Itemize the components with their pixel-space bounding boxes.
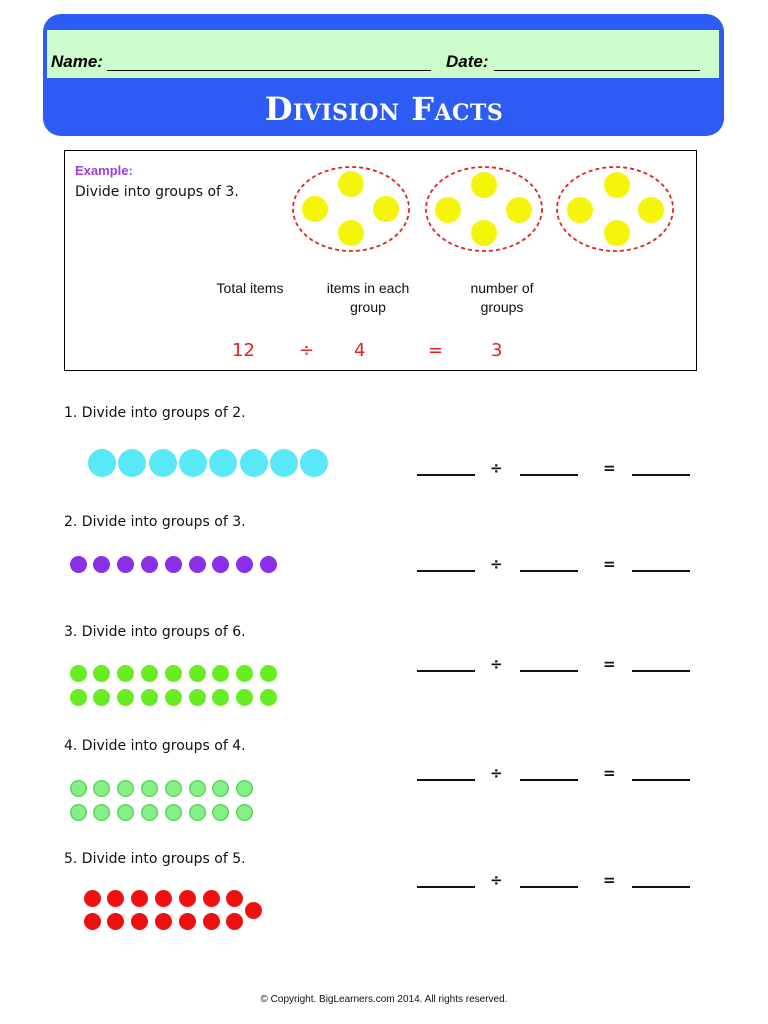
example-dot xyxy=(471,172,497,198)
divide-sign: ÷ xyxy=(490,655,503,673)
example-group-1 xyxy=(293,167,409,251)
counting-dot xyxy=(226,913,243,930)
question-2-text: 2. Divide into groups of 3. xyxy=(64,514,246,530)
counting-dot xyxy=(300,449,328,477)
counting-dot xyxy=(270,449,298,477)
counting-dot xyxy=(165,689,182,706)
copyright-footer: © Copyright. BigLearners.com 2014. All rights reserved. xyxy=(260,994,508,1005)
answer-blank-total[interactable] xyxy=(417,886,475,888)
divide-sign: ÷ xyxy=(490,459,503,477)
counting-dot xyxy=(179,890,196,907)
divide-sign: ÷ xyxy=(490,871,503,889)
answer-blank-total[interactable] xyxy=(417,474,475,476)
answer-blank-groups[interactable] xyxy=(632,886,690,888)
counting-dot xyxy=(141,689,158,706)
counting-dot xyxy=(107,913,124,930)
counting-dot xyxy=(236,689,253,706)
equals-sign: = xyxy=(603,555,616,573)
counting-dot xyxy=(165,780,182,797)
equals-sign: = xyxy=(603,871,616,889)
question-3-text: 3. Divide into groups of 6. xyxy=(64,624,246,640)
counting-dot xyxy=(84,890,101,907)
counting-dot xyxy=(93,689,110,706)
counting-dot xyxy=(245,902,262,919)
answer-blank-total[interactable] xyxy=(417,670,475,672)
counting-dot xyxy=(165,556,182,573)
counting-dot xyxy=(117,780,134,797)
counting-dot xyxy=(117,689,134,706)
counting-dot xyxy=(131,913,148,930)
example-dot xyxy=(638,197,664,223)
example-group-3 xyxy=(557,167,673,251)
example-each: 4 xyxy=(354,340,366,361)
counting-dot xyxy=(226,890,243,907)
counting-dot xyxy=(107,890,124,907)
counting-dot xyxy=(212,780,229,797)
answer-blank-groups[interactable] xyxy=(632,779,690,781)
example-dot xyxy=(302,196,328,222)
caption-items-each-group: items in each group xyxy=(326,280,410,315)
counting-dot xyxy=(118,449,146,477)
question-4-text: 4. Divide into groups of 4. xyxy=(64,738,246,754)
counting-dot xyxy=(189,689,206,706)
name-label: Name: xyxy=(51,52,103,71)
counting-dot xyxy=(240,449,268,477)
counting-dot xyxy=(179,913,196,930)
counting-dot xyxy=(70,665,87,682)
counting-dot xyxy=(93,804,110,821)
example-groups-value: 3 xyxy=(491,340,503,361)
counting-dot xyxy=(260,665,277,682)
answer-blank-each[interactable] xyxy=(520,670,578,672)
answer-blank-each[interactable] xyxy=(520,779,578,781)
question-1-text: 1. Divide into groups of 2. xyxy=(64,405,246,421)
counting-dot xyxy=(88,449,116,477)
counting-dot xyxy=(212,689,229,706)
answer-blank-groups[interactable] xyxy=(632,570,690,572)
example-label: Example: xyxy=(75,163,133,178)
example-dot xyxy=(338,171,364,197)
counting-dot xyxy=(189,780,206,797)
counting-dot xyxy=(189,665,206,682)
example-instruction: Divide into groups of 3. xyxy=(75,184,239,200)
equals-sign: = xyxy=(603,655,616,673)
page-title: Division Facts xyxy=(264,90,504,128)
counting-dot xyxy=(70,689,87,706)
example-group-2 xyxy=(426,167,542,251)
counting-dot xyxy=(84,913,101,930)
counting-dot xyxy=(149,449,177,477)
example-dot xyxy=(604,220,630,246)
example-divide-sign: ÷ xyxy=(299,340,315,361)
equals-sign: = xyxy=(603,764,616,782)
answer-blank-groups[interactable] xyxy=(632,670,690,672)
counting-dot xyxy=(236,780,253,797)
answer-blank-groups[interactable] xyxy=(632,474,690,476)
counting-dot xyxy=(70,804,87,821)
counting-dot xyxy=(165,804,182,821)
date-label: Date: xyxy=(446,52,489,71)
counting-dot xyxy=(131,890,148,907)
question-5-text: 5. Divide into groups of 5. xyxy=(64,851,246,867)
example-equals-sign: = xyxy=(428,340,444,361)
counting-dot xyxy=(93,780,110,797)
example-dot xyxy=(471,220,497,246)
example-dot xyxy=(338,220,364,246)
counting-dot xyxy=(212,665,229,682)
example-total: 12 xyxy=(232,340,255,361)
counting-dot xyxy=(236,665,253,682)
counting-dot xyxy=(209,449,237,477)
counting-dot xyxy=(93,665,110,682)
counting-dot xyxy=(165,665,182,682)
caption-number-groups: number of groups xyxy=(470,280,534,315)
counting-dot xyxy=(117,665,134,682)
counting-dot xyxy=(155,890,172,907)
counting-dot xyxy=(189,804,206,821)
answer-blank-total[interactable] xyxy=(417,570,475,572)
counting-dot xyxy=(70,780,87,797)
counting-dot xyxy=(155,913,172,930)
example-dot xyxy=(506,197,532,223)
divide-sign: ÷ xyxy=(490,764,503,782)
counting-dot xyxy=(141,665,158,682)
counting-dot xyxy=(179,449,207,477)
example-dot xyxy=(373,196,399,222)
counting-dot xyxy=(236,556,253,573)
counting-dot xyxy=(212,556,229,573)
counting-dot xyxy=(117,804,134,821)
counting-dot xyxy=(117,556,134,573)
counting-dot xyxy=(141,804,158,821)
counting-dot xyxy=(203,913,220,930)
counting-dot xyxy=(141,556,158,573)
example-dot xyxy=(604,172,630,198)
counting-dot xyxy=(260,556,277,573)
caption-total-items: Total items xyxy=(216,280,284,296)
counting-dot xyxy=(70,556,87,573)
counting-dot xyxy=(189,556,206,573)
answer-blank-each[interactable] xyxy=(520,886,578,888)
counting-dot xyxy=(141,780,158,797)
counting-dot xyxy=(93,556,110,573)
example-dot xyxy=(567,197,593,223)
example-dot xyxy=(435,197,461,223)
counting-dot xyxy=(203,890,220,907)
counting-dot xyxy=(212,804,229,821)
counting-dot xyxy=(260,689,277,706)
divide-sign: ÷ xyxy=(490,555,503,573)
answer-blank-each[interactable] xyxy=(520,474,578,476)
counting-dot xyxy=(236,804,253,821)
answer-blank-total[interactable] xyxy=(417,779,475,781)
equals-sign: = xyxy=(603,459,616,477)
answer-blank-each[interactable] xyxy=(520,570,578,572)
example-groups xyxy=(0,0,768,400)
